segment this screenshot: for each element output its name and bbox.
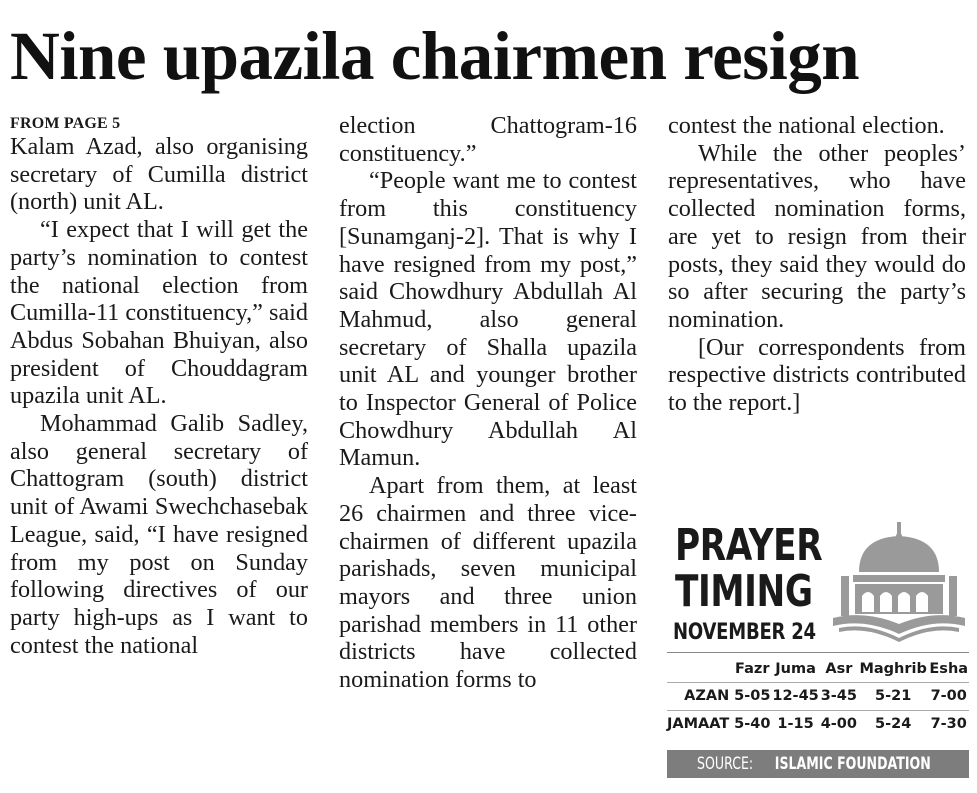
time-cell: 7-00 bbox=[928, 682, 969, 710]
article-column-3 bbox=[668, 112, 966, 417]
source-bar bbox=[667, 750, 969, 778]
time-cell: 4-00 bbox=[820, 710, 858, 738]
time-cell: 3-45 bbox=[820, 682, 858, 710]
paragraph: Kalam Azad, also organising secretary of Cumilla district (north) unit AL. bbox=[10, 133, 308, 216]
prayer-times-table bbox=[667, 656, 969, 738]
column-header: Maghrib bbox=[859, 660, 927, 677]
row-label: JAMAAT bbox=[667, 710, 733, 738]
time-cell: 7-30 bbox=[928, 710, 969, 738]
time-cell: 5-40 bbox=[733, 710, 771, 738]
row-label: AZAN bbox=[667, 682, 733, 710]
time-cell: 5-05 bbox=[733, 682, 771, 710]
time-cell: 12-45 bbox=[771, 682, 820, 710]
table-row bbox=[667, 682, 969, 710]
prayer-table-rule bbox=[667, 652, 969, 653]
column-header: Juma bbox=[775, 660, 816, 677]
paragraph: election Chattogram-16 constituency.” bbox=[339, 112, 637, 167]
paragraph: contest the national election. bbox=[668, 112, 945, 139]
paragraph: While the other peoples’ representatives, who have collected nomination forms, are yet to resign from their posts, they said they would do so after securing the party’s nomination. bbox=[668, 139, 966, 333]
prayer-timing-title bbox=[675, 520, 823, 617]
mosque-quran-icon bbox=[829, 520, 969, 642]
time-cell: 5-21 bbox=[858, 682, 929, 710]
prayer-table-header bbox=[667, 656, 969, 682]
table-row bbox=[667, 710, 969, 738]
paragraph: “People want me to contest from this constituency [Sunamganj-2]. That is why I have resigned from my post,” said Chowdhury Abdullah Al Mahmud, also general secretary of Shalla upazila unit AL and younger brother to Inspector General of Police Chowdhury Abdullah Al Mamun. bbox=[339, 167, 637, 472]
prayer-title-line2: TIMING bbox=[675, 566, 813, 617]
prayer-date: NOVEMBER 24 bbox=[673, 620, 816, 645]
column-header: Asr bbox=[825, 660, 853, 677]
jump-line: FROM PAGE 5 bbox=[10, 115, 121, 132]
source-prefix: SOURCE: bbox=[696, 754, 754, 774]
headline: Nine upazila chairmen resign bbox=[10, 18, 860, 94]
time-cell: 5-24 bbox=[858, 710, 929, 738]
time-cell: 1-15 bbox=[771, 710, 820, 738]
empty-header-cell bbox=[667, 656, 733, 682]
column-header: Esha bbox=[929, 660, 969, 677]
paragraph: Mohammad Galib Sadley, also general secretary of Chattogram (south) district unit of Awami Swechchasebak League, said, “I have resigned from my post on Sunday following directives of our party high-ups as I want to contest the national bbox=[10, 410, 308, 659]
article-column-2 bbox=[339, 112, 637, 694]
column-header: Fazr bbox=[735, 660, 770, 677]
paragraph: “I expect that I will get the party’s nomination to contest the national election from Cumilla-11 constituency,” said Abdus Sobahan Bhuiyan, also president of Chouddagram upazila unit AL. bbox=[10, 216, 308, 410]
prayer-title-line1: PRAYER bbox=[675, 520, 823, 571]
paragraph: [Our correspondents from respective districts contributed to the report.] bbox=[668, 333, 966, 417]
source-name: ISLAMIC FOUNDATION bbox=[774, 754, 931, 774]
article-column-1 bbox=[10, 112, 308, 659]
prayer-timing-box bbox=[667, 518, 969, 780]
paragraph: Apart from them, at least 26 chairmen and three vice-chairmen of different upazila parishads, seven municipal mayors and three union parishad members in 11 other districts have collected nomination forms to bbox=[339, 472, 637, 694]
